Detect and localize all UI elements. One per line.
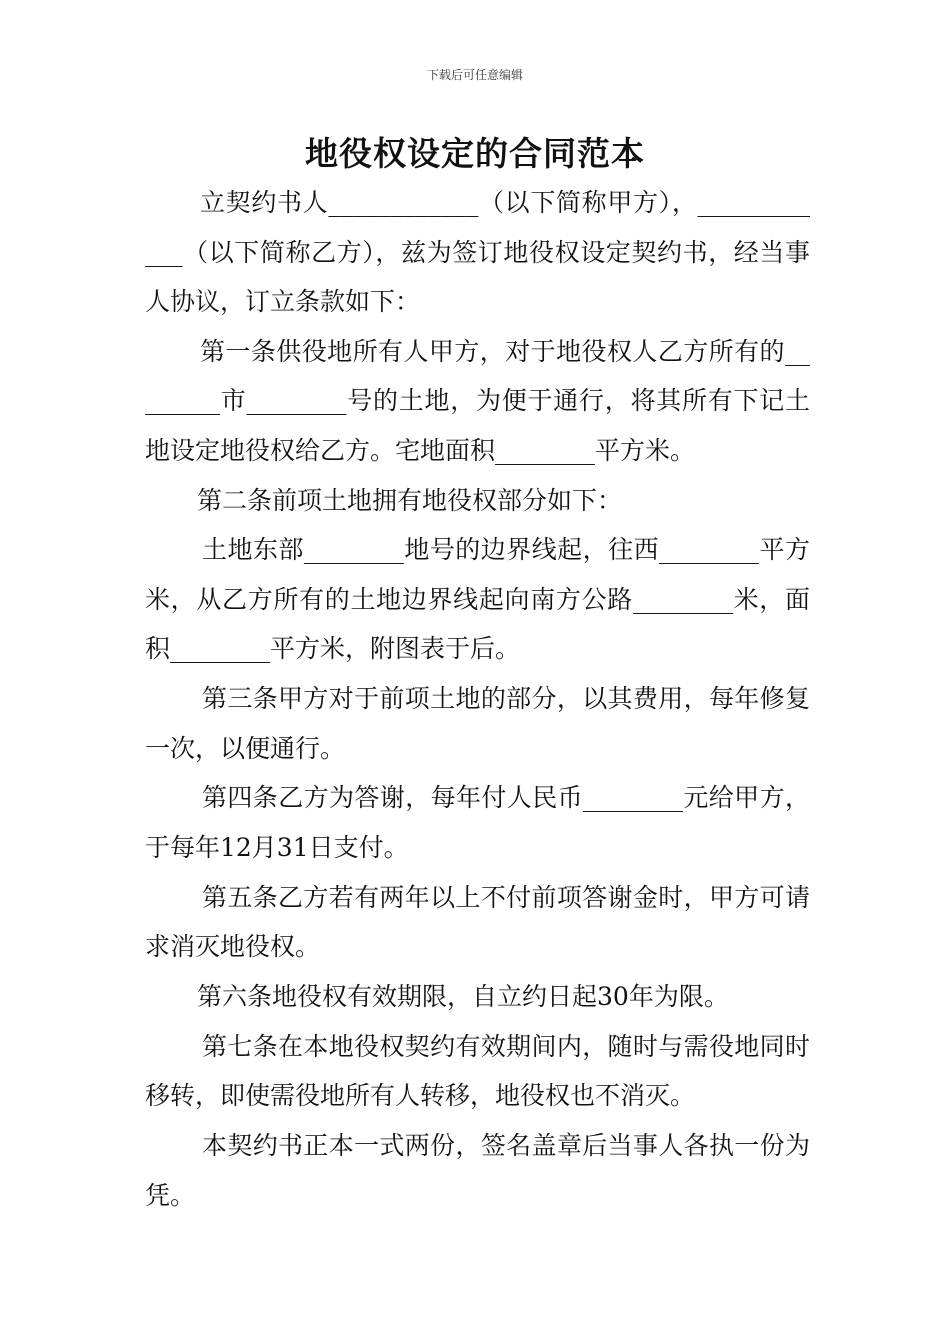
paragraph-article-5: 第五条乙方若有两年以上不付前项答谢金时，甲方可请求消灭地役权。 xyxy=(145,882,810,962)
paragraph-preamble: 立契约书人____________（以下简称甲方），____________（以下简称乙方），兹为签订地役权设定契约书，经当事人协议，订立条款如下： xyxy=(145,188,810,316)
paragraph-article-2: 第二条前项土地拥有地役权部分如下： xyxy=(197,485,623,515)
paragraph-article-7: 第七条在本地役权契约有效期间内，随时与需役地同时移转，即使需役地所有人转移，地役权也不消灭。 xyxy=(145,1031,810,1111)
paragraph-article-1: 第一条供役地所有人甲方，对于地役权人乙方所有的________市________号的土地，为便于通行，将其所有下记土地设定地役权给乙方。宅地面积________平方米。 xyxy=(145,336,810,465)
paragraph-easement-scope: 土地东部________地号的边界线起，往西________平方米，从乙方所有的土地边界线起向南方公路________米，面积________平方米，附图表于后。 xyxy=(145,535,810,664)
paragraph-closing: 本契约书正本一式两份，签名盖章后当事人各执一份为凭。 xyxy=(145,1131,810,1210)
document-title: 地役权设定的合同范本 xyxy=(305,134,645,173)
page-header-note: 下载后可任意编辑 xyxy=(426,68,523,82)
paragraph-article-6: 第六条地役权有效期限，自立约日起30年为限。 xyxy=(197,982,729,1012)
paragraph-article-3: 第三条甲方对于前项土地的部分，以其费用，每年修复一次，以便通行。 xyxy=(145,684,810,763)
paragraph-article-4: 第四条乙方为答谢，每年付人民币________元给甲方，于每年12月31日支付。 xyxy=(145,783,810,862)
contract-body xyxy=(145,178,810,1220)
